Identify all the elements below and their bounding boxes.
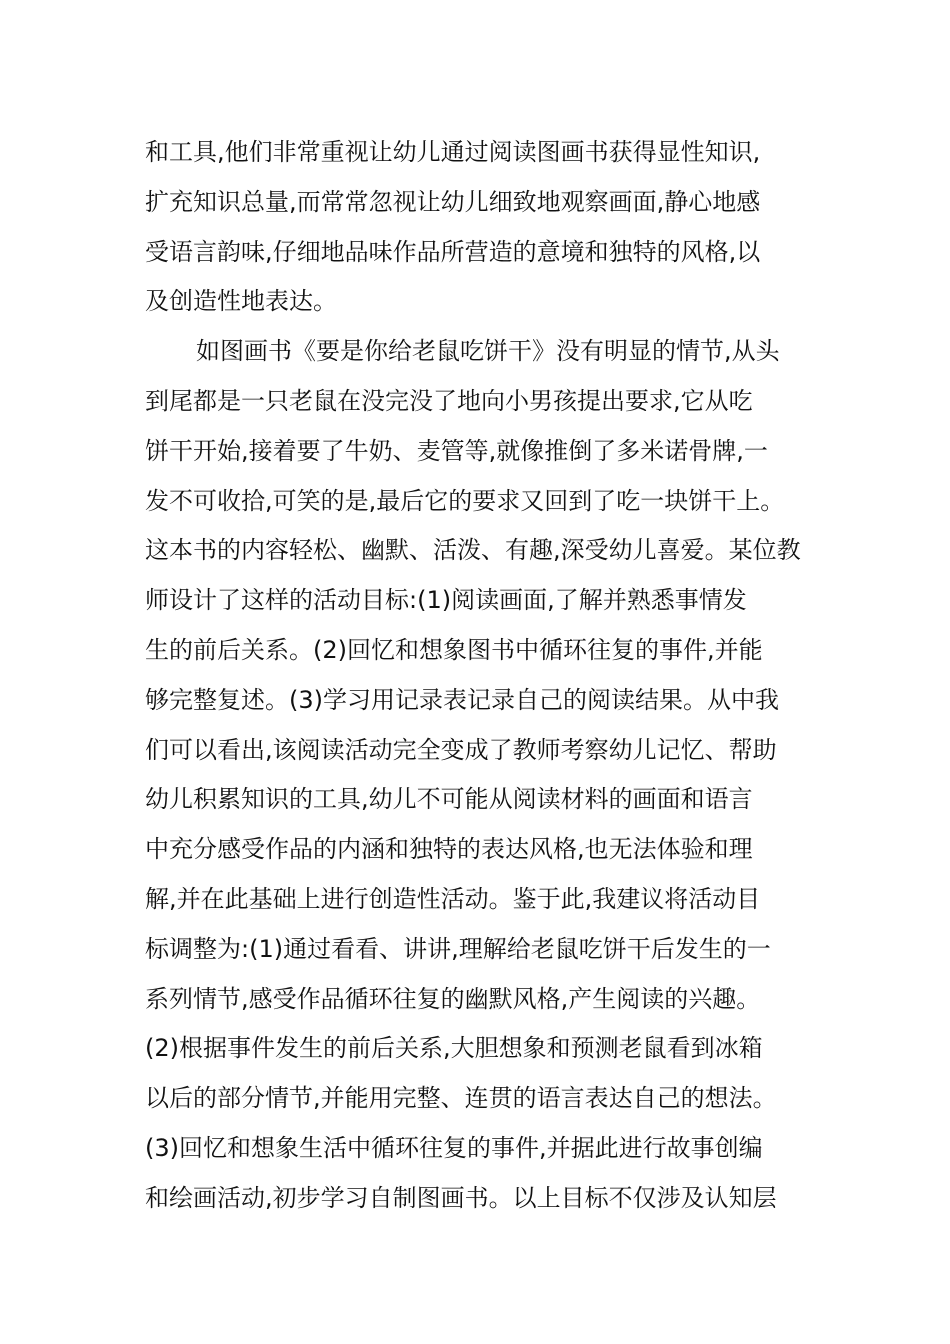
text-line: 和工具,他们非常重视让幼儿通过阅读图画书获得显性知识, (145, 138, 761, 166)
body-text (145, 128, 815, 1224)
text-line: 系列情节,感受作品循环往复的幽默风格,产生阅读的兴趣。 (145, 984, 761, 1013)
text-line: 们可以看出,该阅读活动完全变成了教师考察幼儿记忆、帮助 (145, 735, 777, 764)
text-line: 发不可收拾,可笑的是,最后它的要求又回到了吃一块饼干上。 (145, 486, 785, 515)
text-line: 够完整复述。(3)学习用记录表记录自己的阅读结果。从中我 (145, 685, 779, 714)
text-line: 解,并在此基础上进行创造性活动。鉴于此,我建议将活动目 (145, 884, 761, 913)
text-line: 饼干开始,接着要了牛奶、麦管等,就像推倒了多米诺骨牌,一 (145, 436, 768, 465)
text-line: 中充分感受作品的内涵和独特的表达风格,也无法体验和理 (145, 835, 753, 864)
text-line: 师设计了这样的活动目标:(1)阅读画面,了解并熟悉事情发 (145, 586, 747, 615)
text-line: 幼儿积累知识的工具,幼儿不可能从阅读材料的画面和语言 (145, 785, 753, 814)
text-line: (2)根据事件发生的前后关系,大胆想象和预测老鼠看到冰箱 (145, 1034, 763, 1063)
text-line: 以后的部分情节,并能用完整、连贯的语言表达自己的想法。 (145, 1084, 777, 1113)
text-line: (3)回忆和想象生活中循环往复的事件,并据此进行故事创编 (145, 1133, 763, 1162)
text-line: 到尾都是一只老鼠在没完没了地向小男孩提出要求,它从吃 (145, 386, 753, 415)
paragraph-first-line: 如图画书《要是你给老鼠吃饼干》没有明显的情节,从头 (196, 337, 780, 366)
text-line: 生的前后关系。(2)回忆和想象图书中循环往复的事件,并能 (145, 635, 763, 664)
text-line: 及创造性地表达。 (145, 287, 337, 316)
text-line: 标调整为:(1)通过看看、讲讲,理解给老鼠吃饼干后发生的一 (145, 934, 771, 963)
text-line: 和绘画活动,初步学习自制图画书。以上目标不仅涉及认知层 (145, 1183, 777, 1212)
text-line: 扩充知识总量,而常常忽视让幼儿细致地观察画面,静心地感 (145, 187, 761, 216)
text-line: 受语言韵味,仔细地品味作品所营造的意境和独特的风格,以 (145, 237, 761, 266)
text-line: 这本书的内容轻松、幽默、活泼、有趣,深受幼儿喜爱。某位教 (145, 536, 801, 565)
